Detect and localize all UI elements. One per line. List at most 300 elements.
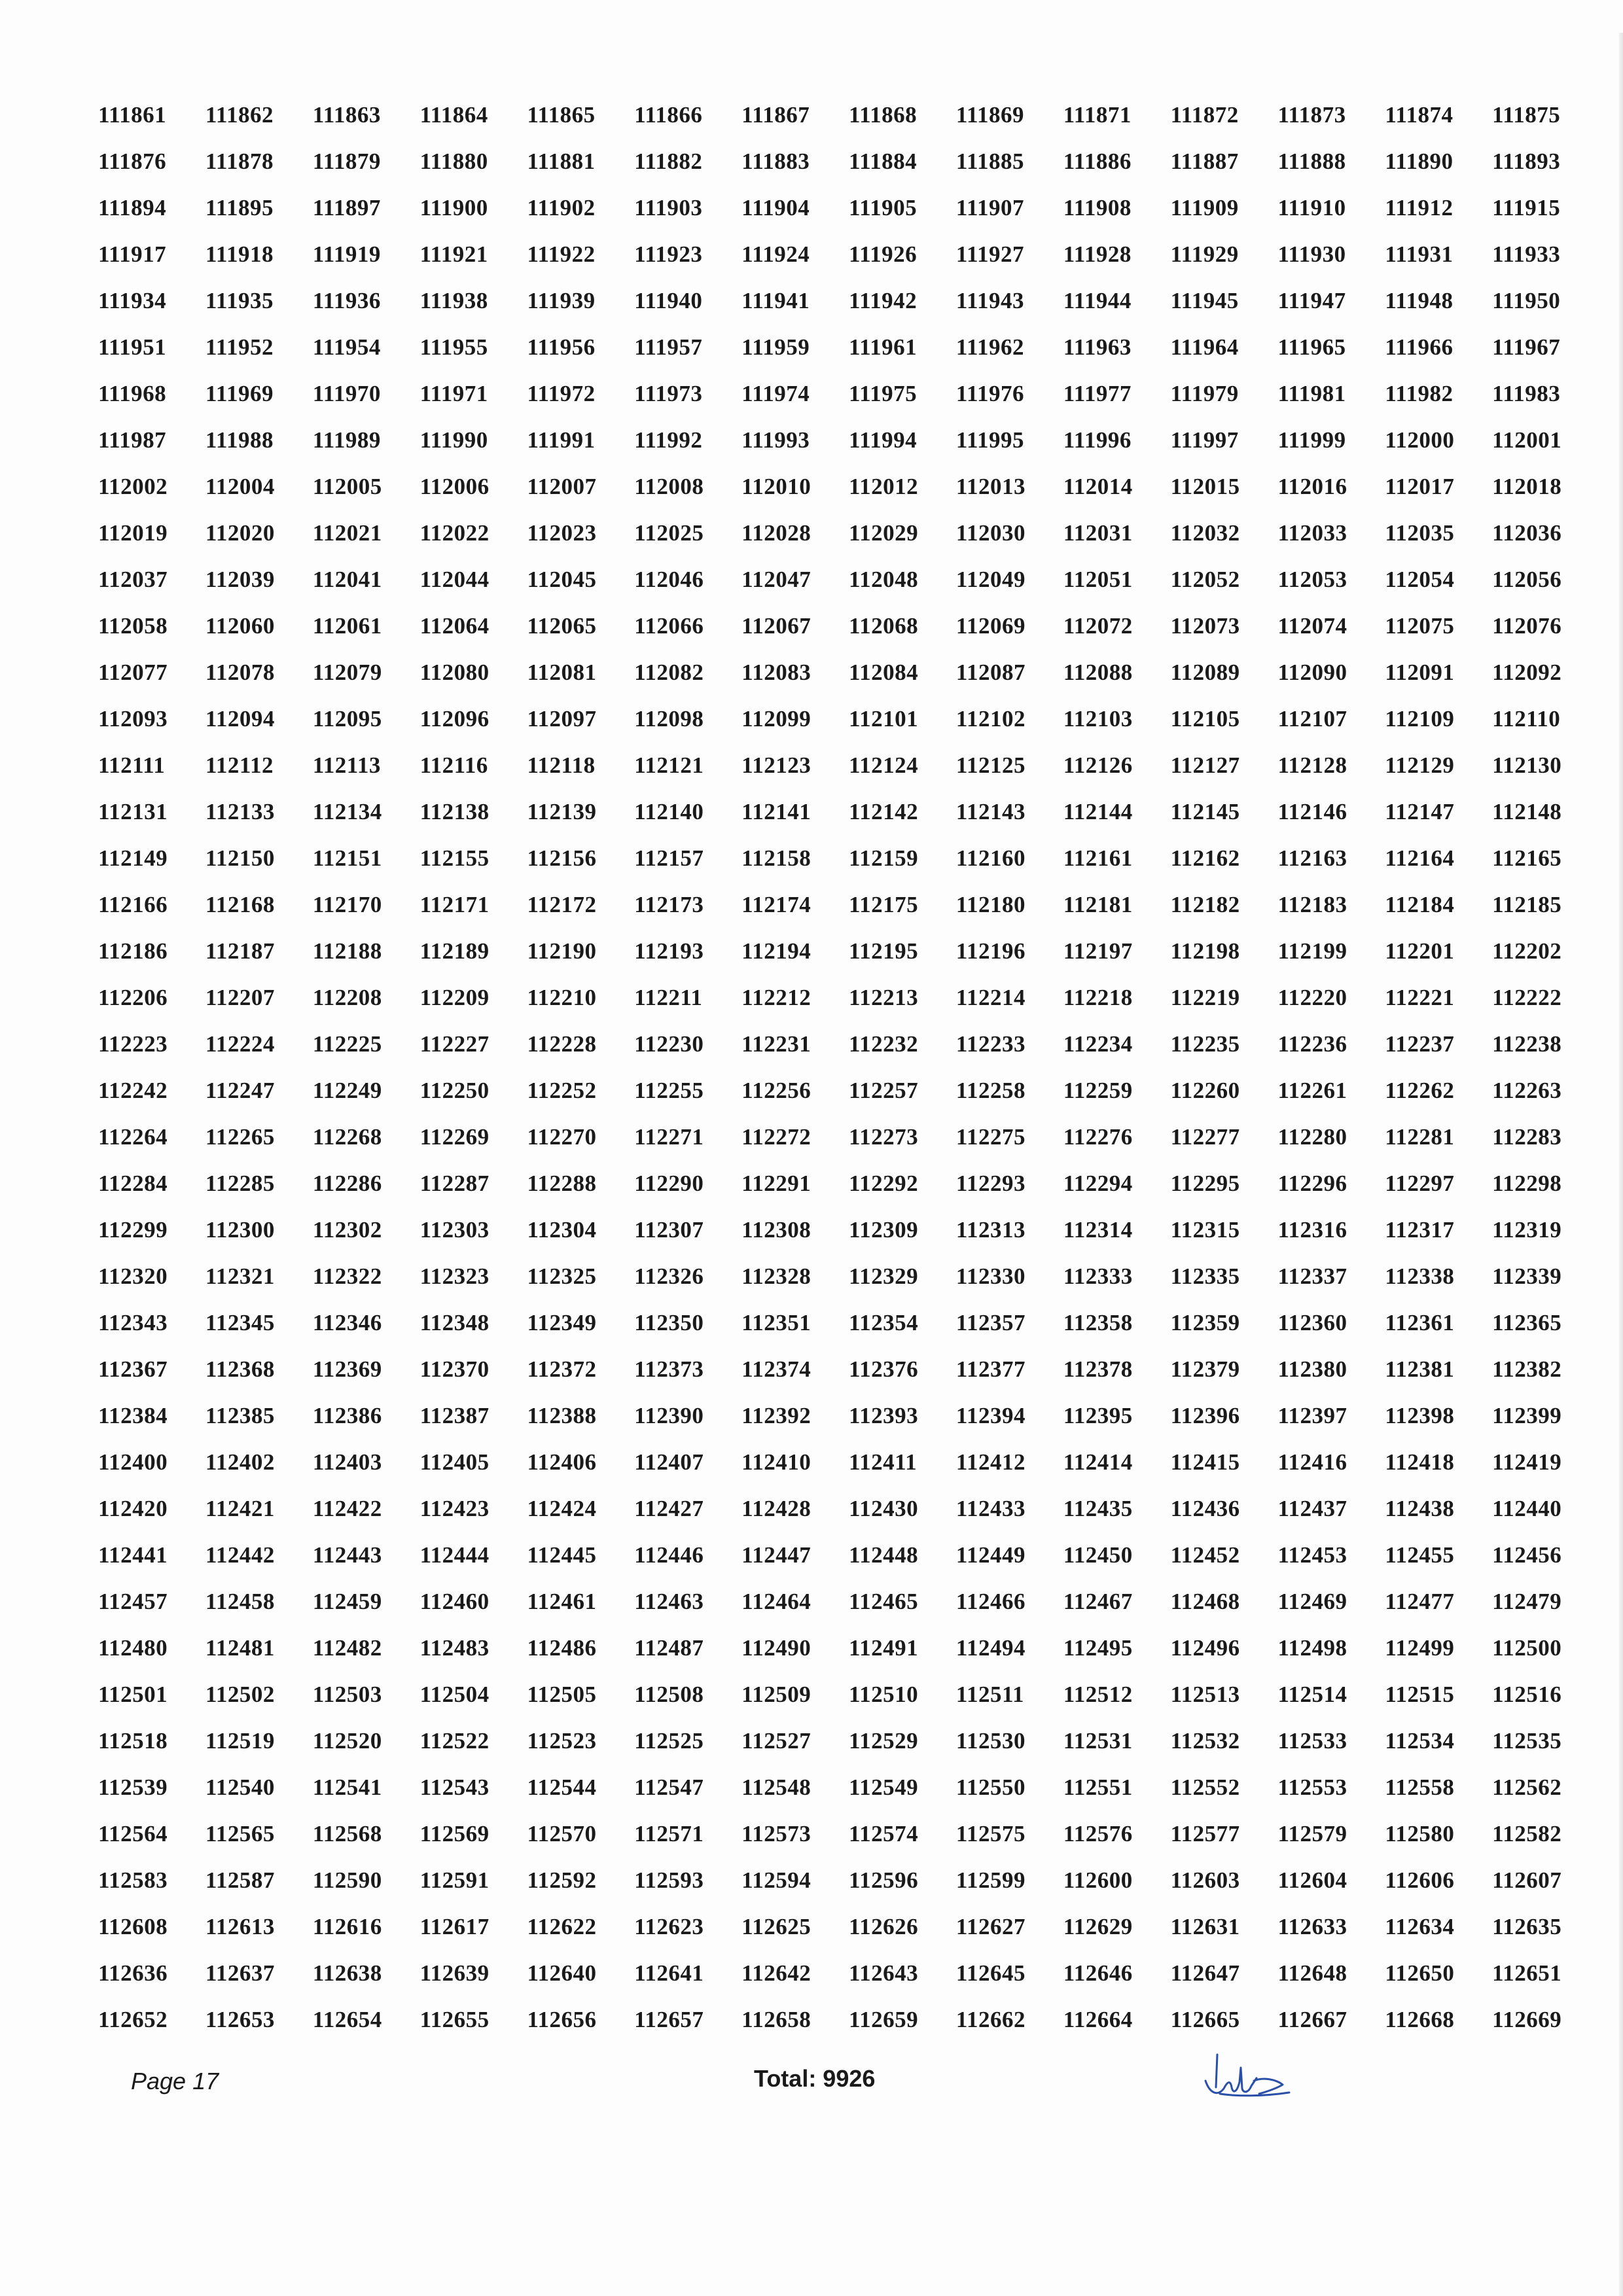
number-cell: 112551 [1063,1774,1133,1800]
number-cell: 112302 [312,1216,382,1243]
number-cell: 112357 [955,1309,1026,1335]
number-cell: 111882 [634,148,703,174]
number-cell: 112491 [849,1634,919,1661]
number-cell: 111908 [1063,194,1132,221]
total-count: Total: 9926 [754,2065,876,2092]
number-cell: 112023 [527,520,597,546]
number-cell: 111940 [634,287,703,313]
number-cell: 111927 [955,241,1025,267]
number-cell: 112185 [1492,891,1562,917]
table-row [98,1067,1590,1114]
number-cell: 112543 [419,1774,490,1800]
number-cell: 112466 [955,1588,1026,1614]
number-cell: 112041 [312,566,382,592]
number-cell: 112325 [527,1263,597,1289]
number-cell: 112635 [1492,1913,1562,1939]
number-cell: 112596 [849,1867,919,1893]
number-cell: 111894 [98,194,167,221]
number-cell: 112525 [634,1727,704,1754]
number-cell: 112654 [312,2006,382,2032]
number-cell: 112121 [634,752,704,778]
number-cell: 112625 [741,1913,812,1939]
number-cell: 111954 [312,334,381,360]
table-row [98,1625,1590,1671]
number-cell: 112448 [849,1542,919,1568]
number-cell: 111895 [205,194,274,221]
number-cell: 112025 [634,520,704,546]
number-cell: 111933 [1492,241,1561,267]
number-cell: 112440 [1492,1495,1562,1521]
number-cell: 111979 [1170,380,1239,406]
number-cell: 112516 [1492,1681,1562,1707]
number-cell: 112405 [419,1449,490,1475]
number-cell: 112573 [741,1820,812,1846]
number-cell: 111934 [98,287,167,313]
number-cell: 111965 [1277,334,1346,360]
number-cell: 112294 [1063,1170,1133,1196]
number-cell: 112647 [1170,1960,1240,1986]
number-cell: 112627 [955,1913,1026,1939]
number-cell: 112372 [527,1356,597,1382]
number-cell: 111974 [741,380,810,406]
number-cell: 112402 [205,1449,275,1475]
number-cell: 112103 [1063,705,1133,732]
number-cell: 112457 [98,1588,168,1614]
number-cell: 112171 [419,891,490,917]
number-cell: 112455 [1385,1542,1455,1568]
table-row [98,1532,1590,1578]
number-cell: 112030 [955,520,1026,546]
number-cell: 112411 [849,1449,918,1475]
number-cell: 112258 [955,1077,1026,1103]
number-cell: 111957 [634,334,703,360]
number-cell: 112163 [1277,845,1347,871]
table-row [98,742,1590,788]
number-cell: 112463 [634,1588,704,1614]
number-cell: 112642 [741,1960,812,1986]
number-cell: 112637 [205,1960,275,1986]
number-cell: 112242 [98,1077,168,1103]
number-cell: 112623 [634,1913,704,1939]
number-cell: 112007 [527,473,597,499]
number-cell: 112518 [98,1727,168,1754]
number-cell: 112594 [741,1867,812,1893]
number-cell: 112076 [1492,612,1562,639]
number-cell: 112600 [1063,1867,1133,1893]
number-cell: 112181 [1063,891,1133,917]
number-cell: 112094 [205,705,275,732]
number-cell: 112081 [527,659,597,685]
number-cell: 112201 [1385,938,1455,964]
number-cell: 112592 [527,1867,597,1893]
number-cell: 112271 [634,1123,704,1150]
number-cell: 112651 [1492,1960,1562,1986]
table-row [98,649,1590,696]
number-cell: 112483 [419,1634,490,1661]
number-cell: 111884 [849,148,918,174]
number-cell: 112054 [1385,566,1455,592]
number-cell: 112020 [205,520,275,546]
number-cell: 111930 [1277,241,1346,267]
number-cell: 112374 [741,1356,812,1382]
number-cell: 112480 [98,1634,168,1661]
number-cell: 112461 [527,1588,597,1614]
number-cell: 111990 [419,427,488,453]
number-cell: 112147 [1385,798,1455,824]
table-row [98,1439,1590,1485]
number-cell: 112290 [634,1170,704,1196]
number-cell: 112582 [1492,1820,1562,1846]
table-row [98,417,1590,463]
number-cell: 112530 [955,1727,1026,1754]
number-cell: 112296 [1277,1170,1347,1196]
number-cell: 112219 [1170,984,1240,1010]
number-cell: 111915 [1492,194,1561,221]
number-cell: 112321 [205,1263,275,1289]
number-cell: 112014 [1063,473,1133,499]
number-cell: 112286 [312,1170,382,1196]
number-cell: 112662 [955,2006,1026,2032]
number-cell: 112101 [849,705,919,732]
number-cell: 112349 [527,1309,597,1335]
number-cell: 112358 [1063,1309,1133,1335]
number-cell: 111886 [1063,148,1132,174]
number-cell: 111968 [98,380,167,406]
number-cell: 112039 [205,566,275,592]
number-cell: 112064 [419,612,490,639]
number-cell: 112541 [312,1774,382,1800]
number-cell: 112435 [1063,1495,1133,1521]
number-cell: 111921 [419,241,488,267]
number-cell: 112387 [419,1402,490,1428]
number-cell: 112626 [849,1913,919,1939]
number-cell: 112456 [1492,1542,1562,1568]
number-cell: 112212 [741,984,812,1010]
number-cell: 112287 [419,1170,490,1196]
number-cell: 112044 [419,566,490,592]
table-row [98,1903,1590,1950]
number-cell: 112385 [205,1402,275,1428]
table-row [98,324,1590,370]
number-cell: 112309 [849,1216,919,1243]
number-cell: 112293 [955,1170,1026,1196]
number-cell: 111897 [312,194,381,221]
number-cell: 112500 [1492,1634,1562,1661]
number-cell: 111966 [1385,334,1454,360]
number-cell: 112238 [1492,1031,1562,1057]
number-cell: 112272 [741,1123,812,1150]
number-cell: 111922 [527,241,596,267]
number-cell: 112255 [634,1077,704,1103]
number-cell: 111964 [1170,334,1239,360]
number-cell: 111875 [1492,101,1561,128]
number-cell: 112029 [849,520,919,546]
number-cell: 112400 [98,1449,168,1475]
number-cell: 112583 [98,1867,168,1893]
number-cell: 111997 [1170,427,1239,453]
number-cell: 112237 [1385,1031,1455,1057]
number-cell: 112465 [849,1588,919,1614]
number-cell: 112069 [955,612,1026,639]
number-cell: 112124 [849,752,919,778]
number-cell: 111905 [849,194,918,221]
number-cell: 111864 [419,101,488,128]
number-cell: 112564 [98,1820,168,1846]
number-cell: 112276 [1063,1123,1133,1150]
number-cell: 112032 [1170,520,1240,546]
number-cell: 112508 [634,1681,704,1707]
number-cell: 111943 [955,287,1025,313]
number-cell: 112138 [419,798,490,824]
number-cell: 112065 [527,612,597,639]
number-cell: 112482 [312,1634,382,1661]
number-cell: 112665 [1170,2006,1240,2032]
number-cell: 111996 [1063,427,1132,453]
number-cell: 112606 [1385,1867,1455,1893]
number-cell: 111988 [205,427,274,453]
number-cell: 112194 [741,938,812,964]
number-cell: 112487 [634,1634,704,1661]
number-cell: 112015 [1170,473,1240,499]
number-cell: 112416 [1277,1449,1347,1475]
table-row [98,835,1590,881]
number-cell: 111961 [849,334,918,360]
number-cell: 112646 [1063,1960,1133,1986]
number-cell: 112498 [1277,1634,1347,1661]
number-cell: 112510 [849,1681,919,1707]
number-cell: 112113 [312,752,381,778]
number-cell: 111956 [527,334,596,360]
number-cell: 112300 [205,1216,275,1243]
number-cell: 112116 [419,752,488,778]
number-cell: 112659 [849,2006,919,2032]
number-cell: 112503 [312,1681,382,1707]
number-cell: 112268 [312,1123,382,1150]
number-cell: 112323 [419,1263,490,1289]
number-cell: 111975 [849,380,918,406]
number-cell: 112022 [419,520,490,546]
number-cell: 112326 [634,1263,704,1289]
number-cell: 112593 [634,1867,704,1893]
number-cell: 112446 [634,1542,704,1568]
number-cell: 112046 [634,566,704,592]
number-cell: 112437 [1277,1495,1347,1521]
number-cell: 112002 [98,473,168,499]
number-cell: 111865 [527,101,596,128]
number-cell: 112406 [527,1449,597,1475]
number-cell: 111995 [955,427,1025,453]
number-cell: 112234 [1063,1031,1133,1057]
number-cell: 112141 [741,798,812,824]
number-cell: 112335 [1170,1263,1240,1289]
number-cell: 112195 [849,938,919,964]
number-cell: 112180 [955,891,1026,917]
number-cell: 112515 [1385,1681,1455,1707]
number-cell: 112099 [741,705,812,732]
number-cell: 112571 [634,1820,704,1846]
number-cell: 112143 [955,798,1026,824]
number-cell: 112186 [98,938,168,964]
number-cell: 112421 [205,1495,275,1521]
number-cell: 112087 [955,659,1026,685]
number-cell: 112166 [98,891,168,917]
number-cell: 112260 [1170,1077,1240,1103]
number-cell: 112599 [955,1867,1026,1893]
number-grid [98,92,1590,2043]
number-cell: 112145 [1170,798,1240,824]
table-row [98,603,1590,649]
number-cell: 112088 [1063,659,1133,685]
number-cell: 111936 [312,287,381,313]
number-cell: 112577 [1170,1820,1240,1846]
table-row [98,1857,1590,1903]
number-cell: 112133 [205,798,275,824]
number-cell: 112236 [1277,1031,1347,1057]
number-cell: 112449 [955,1542,1026,1568]
number-cell: 112418 [1385,1449,1455,1475]
number-cell: 112128 [1277,752,1347,778]
number-cell: 112576 [1063,1820,1133,1846]
number-cell: 112129 [1385,752,1455,778]
number-cell: 112338 [1385,1263,1455,1289]
table-row [98,1718,1590,1764]
number-cell: 112453 [1277,1542,1347,1568]
number-cell: 112265 [205,1123,275,1150]
number-cell: 111923 [634,241,703,267]
number-cell: 112060 [205,612,275,639]
number-cell: 112000 [1385,427,1455,453]
number-cell: 112112 [205,752,274,778]
number-cell: 112657 [634,2006,704,2032]
number-cell: 112053 [1277,566,1347,592]
number-cell: 112196 [955,938,1026,964]
number-cell: 112111 [98,752,166,778]
number-cell: 112522 [419,1727,490,1754]
number-cell: 112495 [1063,1634,1133,1661]
number-cell: 112552 [1170,1774,1240,1800]
number-cell: 111994 [849,427,918,453]
number-cell: 112058 [98,612,168,639]
number-cell: 112263 [1492,1077,1562,1103]
number-cell: 112155 [419,845,490,871]
number-cell: 112512 [1063,1681,1133,1707]
number-cell: 112107 [1277,705,1347,732]
number-cell: 112275 [955,1123,1026,1150]
number-cell: 112514 [1277,1681,1347,1707]
number-cell: 112249 [312,1077,382,1103]
number-cell: 112569 [419,1820,490,1846]
number-cell: 112235 [1170,1031,1240,1057]
number-cell: 112067 [741,612,812,639]
number-cell: 112390 [634,1402,704,1428]
number-cell: 112505 [527,1681,597,1707]
number-cell: 112048 [849,566,919,592]
number-cell: 112084 [849,659,919,685]
number-cell: 111910 [1277,194,1346,221]
number-cell: 112634 [1385,1913,1455,1939]
number-cell: 112077 [98,659,168,685]
number-cell: 112320 [98,1263,168,1289]
table-row [98,277,1590,324]
number-cell: 111885 [955,148,1025,174]
number-cell: 111981 [1277,380,1346,406]
number-cell: 112134 [312,798,382,824]
table-row [98,1253,1590,1299]
number-cell: 111973 [634,380,703,406]
number-cell: 112314 [1063,1216,1133,1243]
number-cell: 112206 [98,984,168,1010]
number-cell: 111918 [205,241,274,267]
number-cell: 112479 [1492,1588,1562,1614]
number-cell: 112146 [1277,798,1347,824]
number-cell: 111900 [419,194,488,221]
number-cell: 112428 [741,1495,812,1521]
number-cell: 112580 [1385,1820,1455,1846]
number-cell: 111862 [205,101,274,128]
number-cell: 112151 [312,845,382,871]
number-cell: 111871 [1063,101,1132,128]
number-cell: 111928 [1063,241,1132,267]
table-row [98,370,1590,417]
number-cell: 112367 [98,1356,168,1382]
number-cell: 111872 [1170,101,1239,128]
number-cell: 112467 [1063,1588,1133,1614]
table-row [98,1764,1590,1810]
number-cell: 111962 [955,334,1025,360]
table-row [98,510,1590,556]
number-cell: 112575 [955,1820,1026,1846]
number-cell: 112142 [849,798,919,824]
number-cell: 112553 [1277,1774,1347,1800]
number-cell: 112262 [1385,1077,1455,1103]
number-cell: 112370 [419,1356,490,1382]
number-cell: 112209 [419,984,490,1010]
number-cell: 112225 [312,1031,382,1057]
number-cell: 112082 [634,659,704,685]
number-cell: 112639 [419,1960,490,1986]
number-cell: 112442 [205,1542,275,1568]
number-cell: 112587 [205,1867,275,1893]
number-cell: 111902 [527,194,596,221]
number-cell: 112089 [1170,659,1240,685]
table-row [98,1346,1590,1392]
number-cell: 112161 [1063,845,1133,871]
number-cell: 112631 [1170,1913,1240,1939]
number-cell: 112162 [1170,845,1240,871]
number-cell: 112308 [741,1216,812,1243]
number-cell: 112452 [1170,1542,1240,1568]
number-cell: 112018 [1492,473,1562,499]
number-cell: 112534 [1385,1727,1455,1754]
number-cell: 112468 [1170,1588,1240,1614]
number-cell: 112277 [1170,1123,1240,1150]
number-cell: 112433 [955,1495,1026,1521]
number-cell: 112511 [955,1681,1025,1707]
table-row [98,1671,1590,1718]
number-cell: 112513 [1170,1681,1240,1707]
number-cell: 112412 [955,1449,1026,1475]
number-cell: 112012 [849,473,919,499]
number-cell: 112361 [1385,1309,1455,1335]
number-cell: 112299 [98,1216,168,1243]
number-cell: 111982 [1385,380,1454,406]
number-cell: 111878 [205,148,274,174]
number-cell: 112227 [419,1031,490,1057]
number-cell: 112450 [1063,1542,1133,1568]
number-cell: 112504 [419,1681,490,1707]
number-cell: 112093 [98,705,168,732]
number-cell: 112616 [312,1913,382,1939]
